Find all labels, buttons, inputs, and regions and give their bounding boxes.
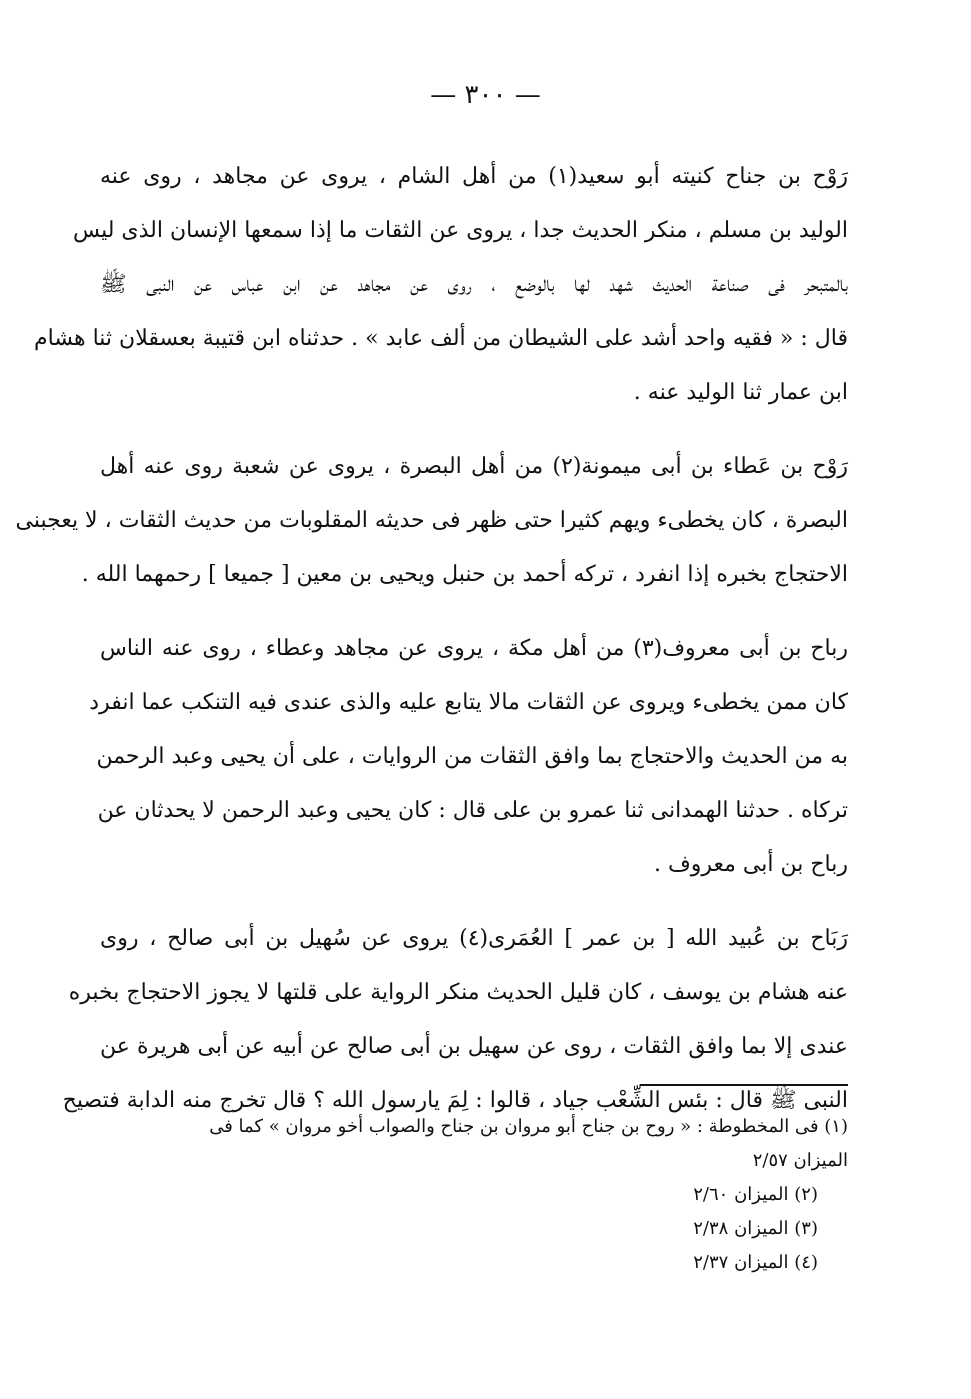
page-number: — ٣٠٠ — bbox=[430, 80, 541, 110]
text-line: كان ممن يخطىء ويروى عن الثقات مالا يتابع عليه والذى عندى فيه التنكب عما انفرد bbox=[89, 690, 848, 715]
text-line: قال : « فقيه واحد أشد على الشيطان من ألف عابد » . حدثناه ابن قتيبة بعسقلان ثنا هشام bbox=[34, 326, 848, 351]
footnote-line: الميزان ٢/٥٧ bbox=[752, 1150, 848, 1171]
text-line: تركاه . حدثنا الهمدانى ثنا عمرو بن على قال : كان يحيى وعبد الرحمن لا يحدثان عن bbox=[97, 798, 848, 823]
text-line: الوليد بن مسلم ، منكر الحديث جدا ، يروى عن الثقات ما إذا سمعها الإنسان الذى ليس bbox=[73, 218, 848, 243]
text-line: بالمتبحر فى صناعة الحديث شهد لها بالوضع ، روى عن مجاهد عن ابن عباس عن النبى ﷺ bbox=[100, 272, 848, 297]
main-text bbox=[15, 150, 849, 1148]
footnote-line: (٢) الميزان ٢/٦٠ bbox=[693, 1184, 818, 1205]
text-line: رَبَاح بن عُبيد الله [ بن عمر ] العُمَرى(٤) يروى عن سُهيل بن أبى صالح ، روى bbox=[100, 926, 848, 951]
text-line: عندى إلا بما وافق الثقات ، روى عن سهيل بن أبى صالح عن أبيه عن أبى هريرة عن bbox=[100, 1034, 848, 1059]
entry-rawh-ibn-janah bbox=[34, 150, 849, 420]
entry-rabah-ibn-abi-maruf bbox=[89, 622, 848, 892]
footnote-divider bbox=[640, 1084, 848, 1086]
footnote-line: (٤) الميزان ٢/٣٧ bbox=[693, 1252, 818, 1273]
text-line: رَوْح بن عَطاء بن أبى ميمونة(٢) من أهل البصرة ، يروى عن شعبة روى عنه أهل bbox=[100, 454, 848, 479]
text-line: رَوْح بن جناح كنيته أبو سعيد(١) من أهل الشام ، يروى عن مجاهد ، روى عنه bbox=[100, 164, 849, 189]
text-line: عنه هشام بن يوسف ، كان قليل الحديث منكر الرواية على قلتها لا يجوز الاحتجاج بخبره bbox=[68, 980, 848, 1005]
entry-rawh-ibn-ata bbox=[15, 440, 848, 602]
text-line: ابن عمار ثنا الوليد عنه . bbox=[633, 380, 848, 405]
footnote-line: (٣) الميزان ٢/٣٨ bbox=[693, 1218, 818, 1239]
entry-rabah-ibn-ubaydillah bbox=[62, 912, 848, 1128]
text-line: النبى ﷺ قال : بئس الشِّعْب جياد ، قالوا : لِمَ يارسول الله ؟ قال تخرج منه الدابة فتصيح bbox=[62, 1088, 848, 1113]
footnotes bbox=[100, 1110, 848, 1280]
footnote-line: (١) فى المخطوطة : « روح بن جناح أبو مروان بن جناح والصواب أخو مروان » كما فى bbox=[209, 1116, 848, 1137]
text-line: البصرة ، كان يخطىء ويهم كثيرا حتى ظهر فى حديثه المقلوبات من حديث الثقات ، لا يعجبنى bbox=[15, 508, 848, 533]
text-line: رباح بن أبى معروف(٣) من أهل مكة ، يروى عن مجاهد وعطاء ، روى عنه الناس bbox=[100, 636, 848, 661]
text-line: به من الحديث والاحتجاج بما وافق الثقات من الروايات ، على أن يحيى وعبد الرحمن bbox=[96, 744, 848, 769]
text-line: الاحتجاج بخبره إذا انفرد ، تركه أحمد بن حنبل ويحيى بن معين [ جميعا ] رحمهما الله . bbox=[81, 562, 848, 587]
text-line: رباح بن أبى معروف . bbox=[653, 852, 848, 877]
